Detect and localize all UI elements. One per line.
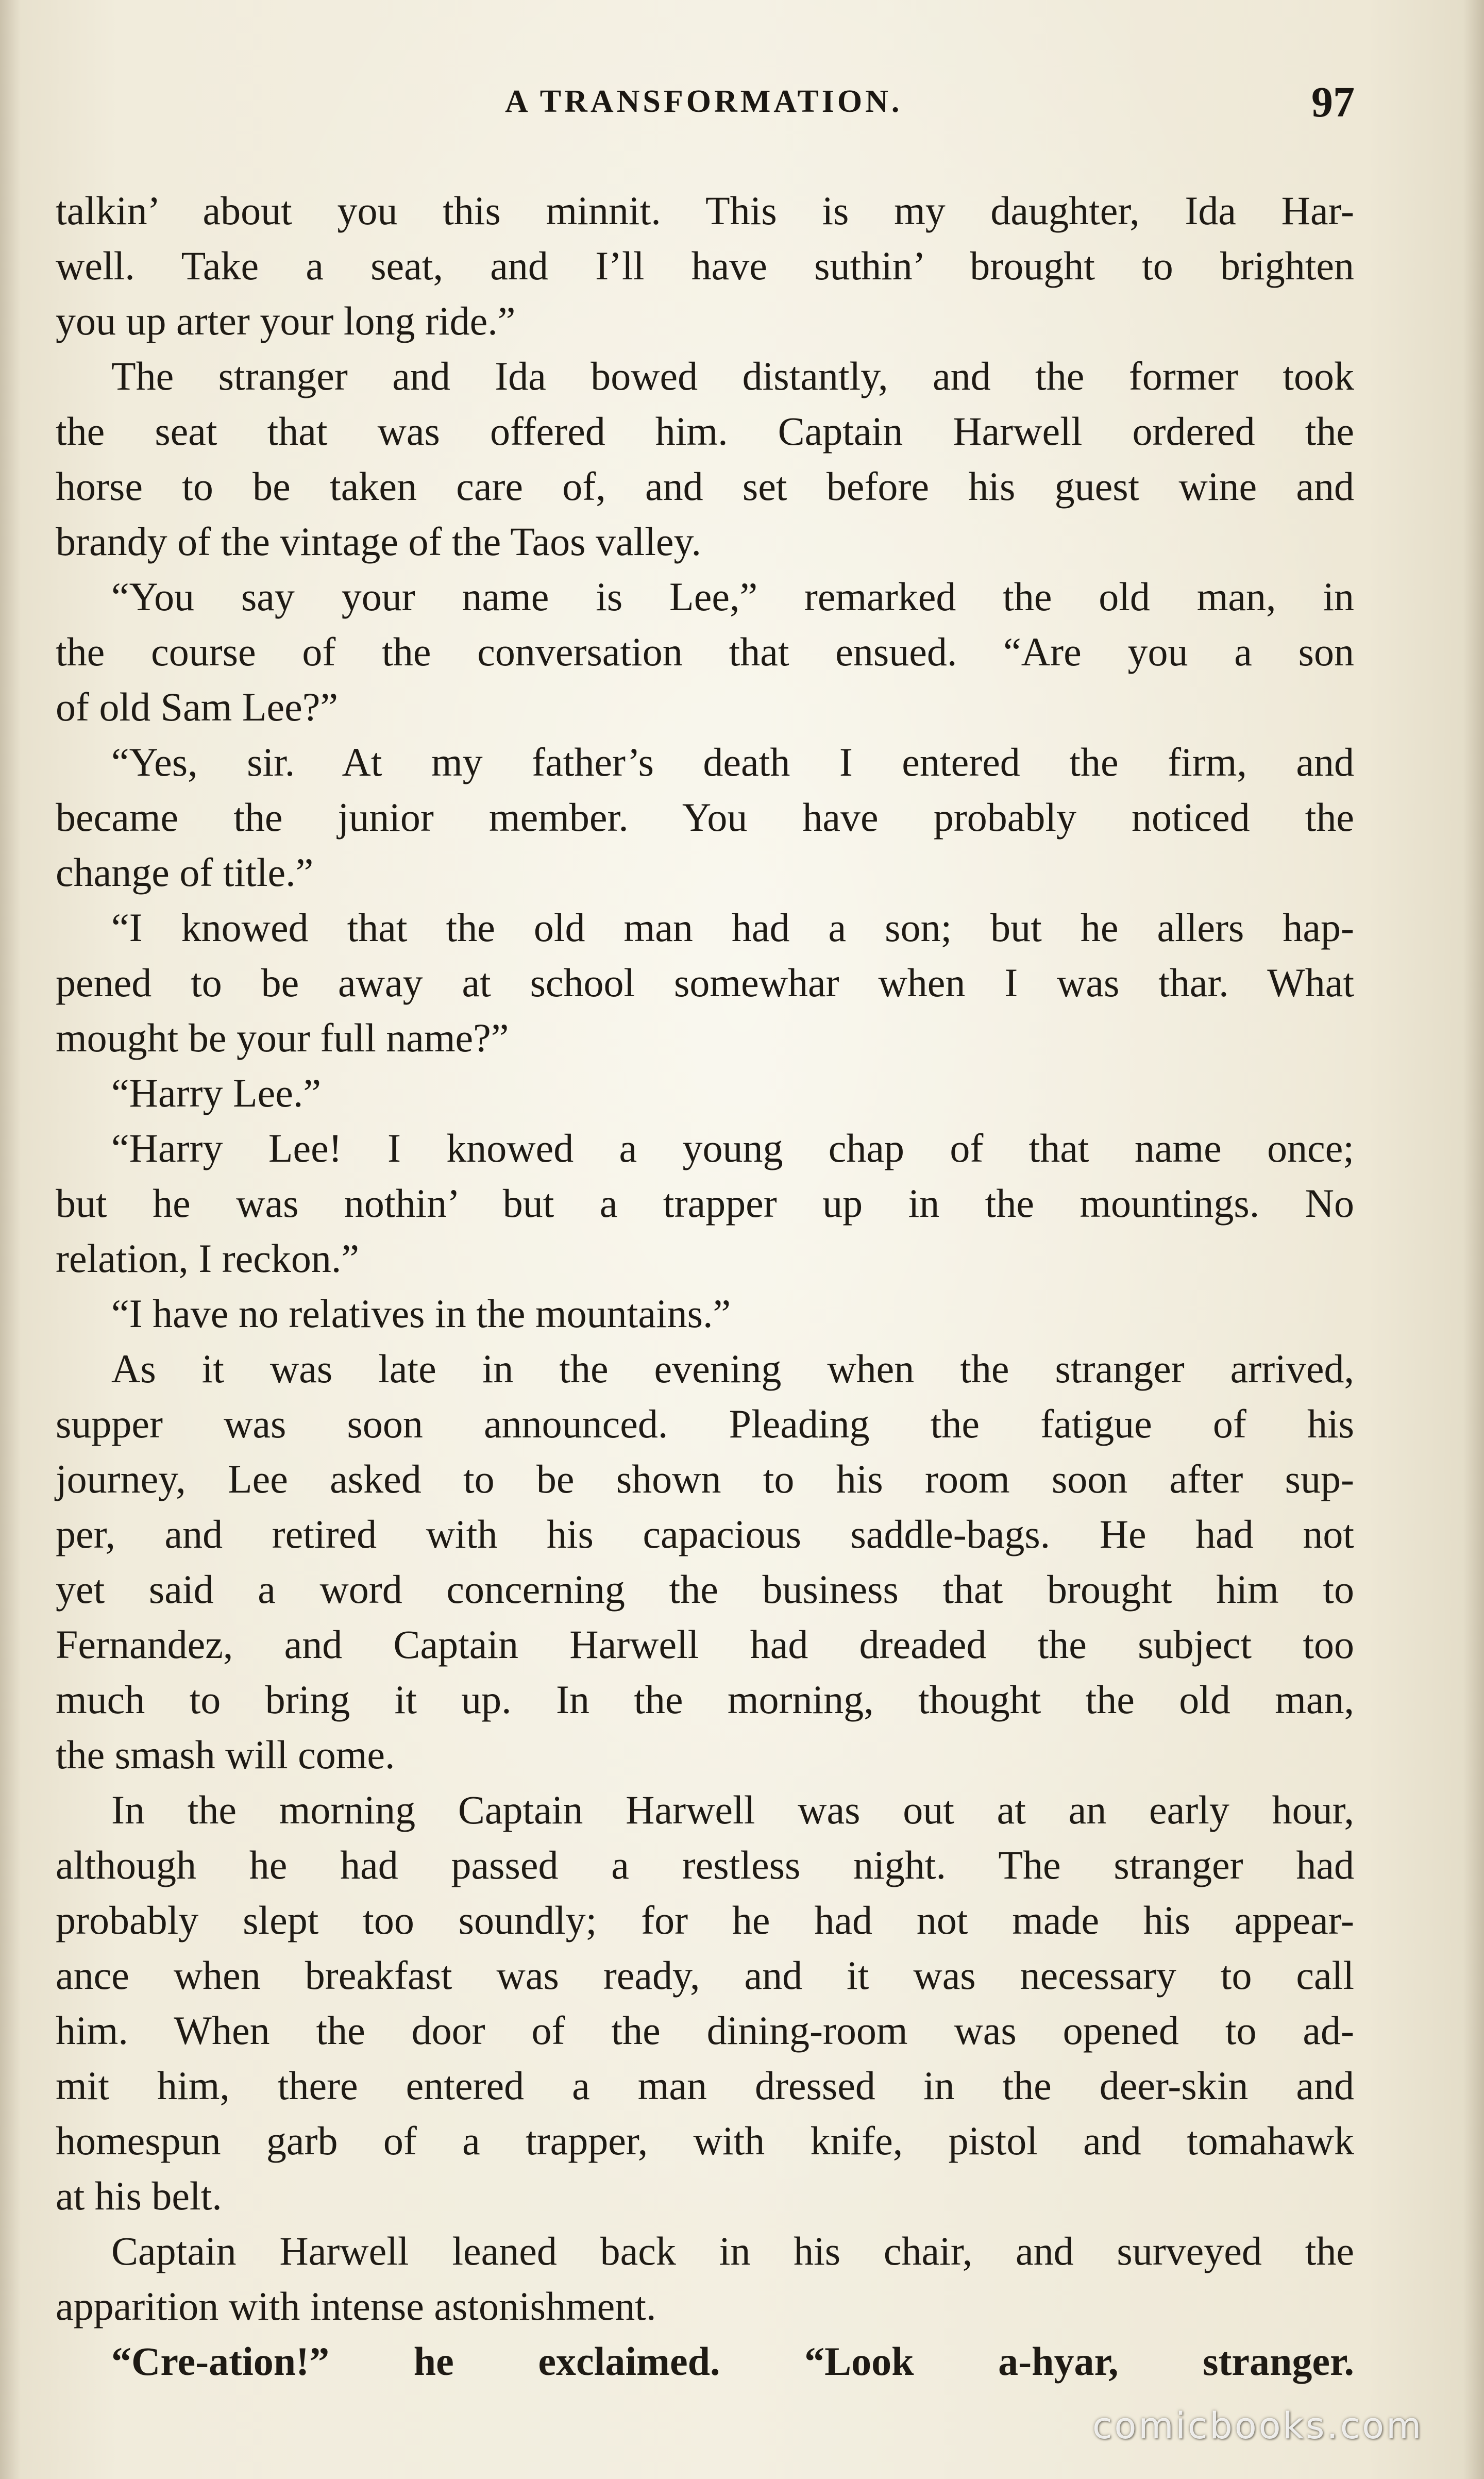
text-line: talkin’ about you this minnit. This is my daughter, Ida Har- bbox=[56, 188, 1354, 233]
page-edge-right bbox=[1463, 0, 1484, 2479]
text-line: As it was late in the evening when the stranger arrived, bbox=[111, 1346, 1354, 1391]
text-line: at his belt. bbox=[56, 2173, 222, 2218]
text-line: The stranger and Ida bowed distantly, and the former took bbox=[111, 354, 1354, 398]
text-line: “Yes, sir. At my father’s death I entered the firm, and bbox=[111, 740, 1354, 784]
text-line: although he had passed a restless night. The stranger had bbox=[56, 1842, 1354, 1887]
text-line: homespun garb of a trapper, with knife, pistol and tomahawk bbox=[56, 2118, 1354, 2163]
text-line: brandy of the vintage of the Taos valley. bbox=[56, 519, 701, 564]
text-line: “Harry Lee! I knowed a young chap of that name once; bbox=[111, 1126, 1354, 1170]
text-line: but he was nothin’ but a trapper up in the mountings. No bbox=[56, 1181, 1354, 1226]
page-header bbox=[0, 77, 1484, 134]
text-line: the course of the conversation that ensued. “Are you a son bbox=[56, 629, 1354, 674]
text-line: change of title.” bbox=[56, 850, 314, 895]
text-line: the seat that was offered him. Captain Harwell ordered the bbox=[56, 409, 1354, 454]
text-line: “You say your name is Lee,” remarked the old man, in bbox=[111, 574, 1354, 619]
text-line: you up arter your long ride.” bbox=[56, 298, 516, 343]
text-line: pened to be away at school somewhar when I was thar. What bbox=[56, 960, 1354, 1005]
text-line: horse to be taken care of, and set before his guest wine and bbox=[56, 464, 1354, 509]
text-line: “I have no relatives in the mountains.” bbox=[111, 1291, 731, 1336]
watermark: comicbooks.com bbox=[1092, 2405, 1424, 2447]
body-text bbox=[56, 183, 1354, 2389]
text-line: mit him, there entered a man dressed in the deer-skin and bbox=[56, 2063, 1354, 2108]
text-line: of old Sam Lee?” bbox=[56, 684, 338, 729]
text-line: Captain Harwell leaned back in his chair, and surveyed the bbox=[111, 2229, 1354, 2273]
page-edge-left bbox=[0, 0, 21, 2479]
text-line: much to bring it up. In the morning, thought the old man, bbox=[56, 1677, 1354, 1722]
text-line: “Cre-ation!” he exclaimed. “Look a-hyar, stranger. bbox=[111, 2339, 1354, 2384]
page-number: 97 bbox=[1311, 78, 1355, 126]
text-line: became the junior member. You have probably noticed the bbox=[56, 795, 1354, 840]
text-line: In the morning Captain Harwell was out at an early hour, bbox=[111, 1787, 1354, 1832]
text-line: apparition with intense astonishment. bbox=[56, 2284, 656, 2329]
text-line: “I knowed that the old man had a son; but he allers hap- bbox=[111, 905, 1354, 950]
text-line: Fernandez, and Captain Harwell had dreaded the subject too bbox=[56, 1622, 1354, 1667]
text-line: the smash will come. bbox=[56, 1732, 395, 1777]
text-line: well. Take a seat, and I’ll have suthin’ brought to brighten bbox=[56, 243, 1354, 288]
text-line: relation, I reckon.” bbox=[56, 1236, 360, 1281]
text-line: per, and retired with his capacious saddle-bags. He had not bbox=[56, 1512, 1354, 1556]
running-title: A TRANSFORMATION. bbox=[505, 84, 903, 119]
text-line: probably slept too soundly; for he had not made his appear- bbox=[56, 1898, 1354, 1942]
text-line: journey, Lee asked to be shown to his room soon after sup- bbox=[56, 1456, 1354, 1501]
text-line: mought be your full name?” bbox=[56, 1015, 509, 1060]
text-line: “Harry Lee.” bbox=[111, 1070, 322, 1115]
text-line: supper was soon announced. Pleading the fatigue of his bbox=[56, 1401, 1354, 1446]
text-line: him. When the door of the dining-room was opened to ad- bbox=[56, 2008, 1354, 2053]
text-line: ance when breakfast was ready, and it was necessary to call bbox=[56, 1953, 1354, 1998]
text-line: yet said a word concerning the business that brought him to bbox=[56, 1567, 1354, 1612]
